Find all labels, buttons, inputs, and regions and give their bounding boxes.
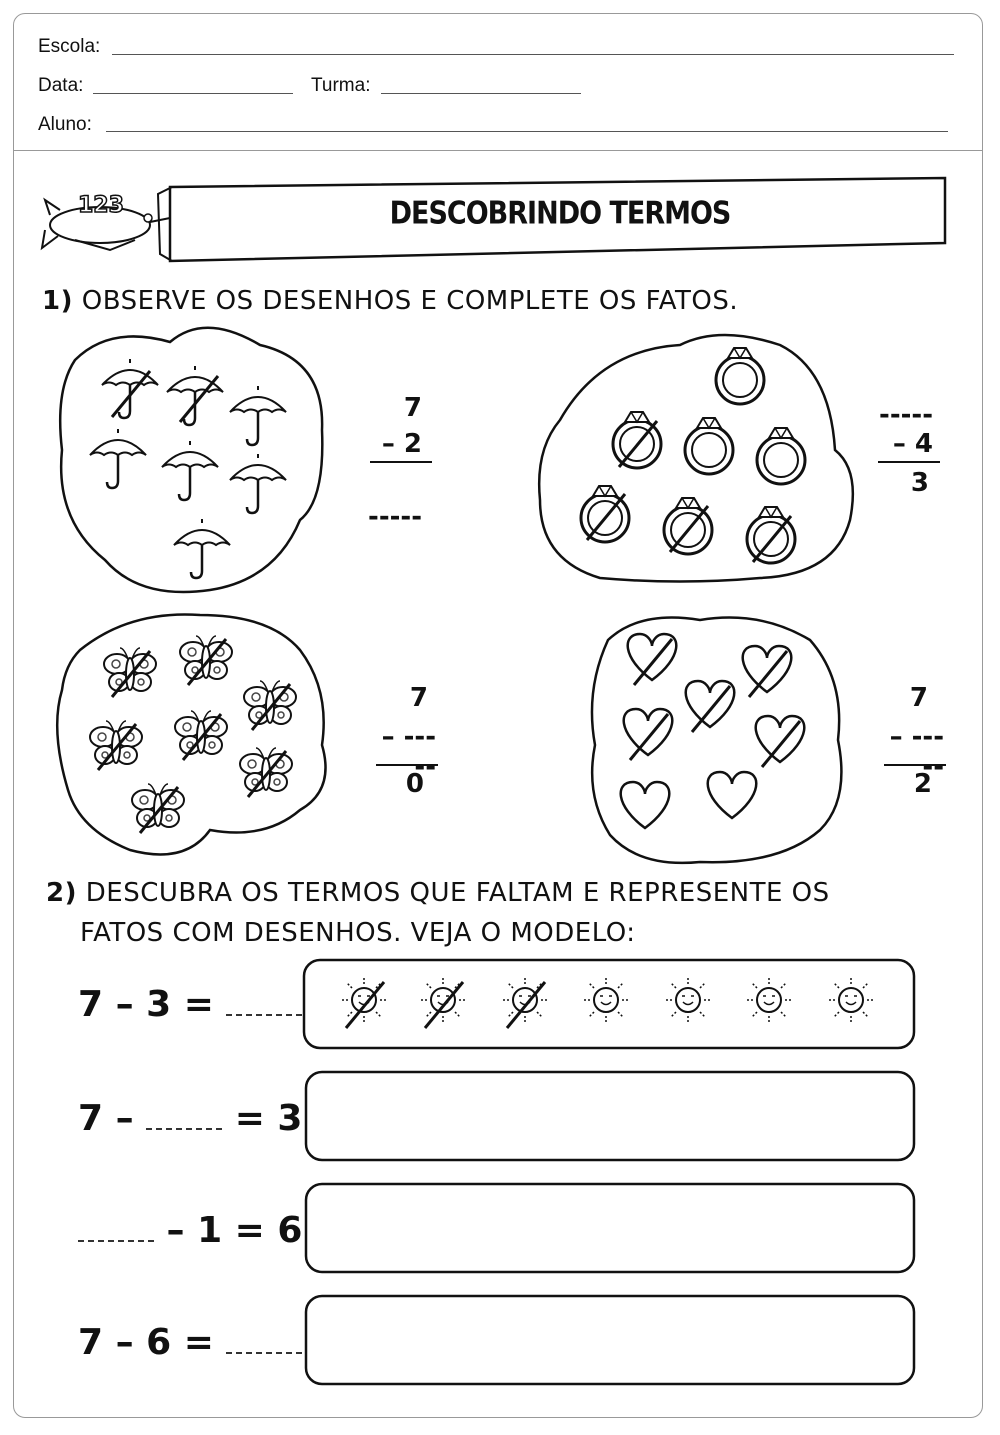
equation-3	[78, 1210, 302, 1251]
drawing-box-3[interactable]	[306, 1184, 914, 1272]
problem-2-result: 3	[910, 468, 929, 498]
class-label: Turma:	[311, 75, 371, 96]
sun-icon	[828, 977, 874, 1023]
equation-1-left: 7 – 3 =	[78, 984, 214, 1025]
equation-1-blank[interactable]	[226, 1010, 302, 1016]
svg-text:123: 123	[78, 193, 124, 218]
problem-4-result: 2	[913, 769, 932, 799]
question-1-title	[42, 286, 738, 316]
problem-1-operation: – 2	[381, 429, 422, 459]
equation-2-left: 7 –	[78, 1098, 134, 1139]
drawing-box-4[interactable]	[306, 1296, 914, 1384]
question-2-number: 2)	[46, 878, 77, 908]
equation-4-blank[interactable]	[226, 1348, 302, 1354]
equation-3-right: – 1 = 6	[166, 1210, 303, 1251]
drawing-box-2[interactable]	[306, 1072, 914, 1160]
problem-2-operation: – 4	[892, 429, 933, 459]
sun-icon	[746, 977, 792, 1023]
equation-4-left: 7 – 6 =	[78, 1322, 214, 1363]
problem-2-top[interactable]: -----	[879, 400, 933, 430]
banner-title: DESCOBRINDO TERMOS	[389, 195, 731, 232]
question-2-instruction-line1: DESCUBRA OS TERMOS QUE FALTAM E REPRESENTE OS	[85, 878, 830, 908]
equation-1	[78, 984, 302, 1025]
sun-icon	[420, 977, 466, 1023]
student-label: Aluno:	[38, 114, 92, 135]
problem-1-result[interactable]: -----	[368, 502, 422, 532]
equation-2	[78, 1098, 302, 1139]
problem-3-top: 7	[409, 683, 428, 713]
airplane-icon	[42, 193, 152, 250]
problem-4-operation[interactable]: – -----	[889, 722, 944, 782]
sun-icon	[583, 977, 629, 1023]
problem-3-operation[interactable]: – -----	[381, 722, 436, 782]
sun-icon	[502, 977, 548, 1023]
question-2-instruction-line2: FATOS COM DESENHOS. VEJA O MODELO:	[80, 918, 636, 948]
school-label: Escola:	[38, 36, 101, 57]
problem-3-result: 0	[405, 769, 424, 799]
date-label: Data:	[38, 75, 84, 96]
sun-icon	[665, 977, 711, 1023]
sun-icon	[341, 977, 387, 1023]
equation-3-blank[interactable]	[78, 1236, 154, 1242]
equation-2-blank[interactable]	[146, 1124, 222, 1130]
problem-4-top: 7	[909, 683, 928, 713]
equation-4	[78, 1322, 302, 1363]
question-1-instruction: OBSERVE OS DESENHOS E COMPLETE OS FATOS.	[81, 286, 739, 316]
problem-1-top: 7	[403, 393, 422, 423]
equation-2-right: = 3	[234, 1098, 303, 1139]
question-1-number: 1)	[42, 286, 73, 316]
question-2-title	[46, 878, 830, 908]
